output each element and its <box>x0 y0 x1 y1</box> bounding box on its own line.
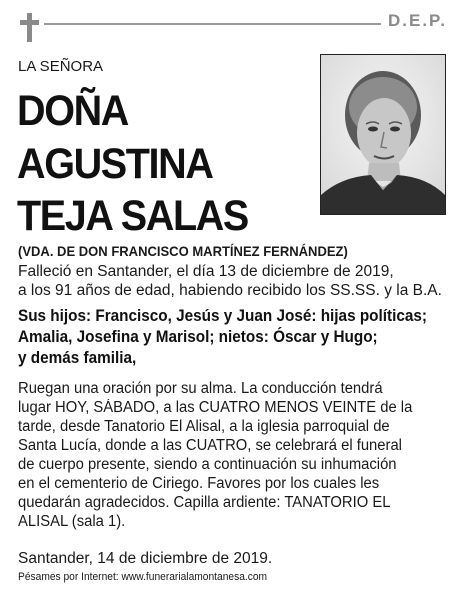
place-and-date: Santander, 14 de diciembre de 2019. <box>18 550 273 567</box>
arrangements-line: en el cementerio de Ciriego. Favores por los cuales les <box>18 475 380 492</box>
header-divider <box>44 23 381 25</box>
family-line: Sus hijos: Francisco, Jesús y Juan José: hijas políticas; <box>18 306 427 325</box>
arrangements-line: de cuerpo presente, siendo a continuación su inhumación <box>18 456 397 473</box>
title-prefix: LA SEÑORA <box>18 58 104 75</box>
death-details <box>18 262 448 300</box>
family-list <box>18 305 458 368</box>
arrangements-line: Santa Lucía, donde a las CUATRO, se celebrará el funeral <box>18 437 402 454</box>
arrangements-line: lugar HOY, SÁBADO, a las CUATRO MENOS VEINTE de la <box>18 399 413 416</box>
deceased-name-line: TEJA SALAS <box>17 192 248 240</box>
family-line: Amalia, Josefina y Marisol; nietos: Óscar y Hugo; <box>18 327 378 346</box>
funeral-arrangements <box>18 379 448 531</box>
arrangements-line: Ruegan una oración por su alma. La conducción tendrá <box>18 380 383 397</box>
deceased-name-line: DOÑA <box>17 87 128 135</box>
latin-cross-icon <box>20 13 39 42</box>
family-line: y demás familia, <box>18 348 137 367</box>
arrangements-line: quedarán agradecidos. Capilla ardiente: TANATORIO EL <box>18 494 391 511</box>
deceased-name-line: AGUSTINA <box>17 140 213 188</box>
widow-line: (VDA. DE DON FRANCISCO MARTÍNEZ FERNÁNDEZ) <box>18 243 348 259</box>
condolences-website: Pésames por Internet: www.funerarialamontanesa.com <box>18 571 268 583</box>
dep-label: D.E.P. <box>388 11 447 30</box>
portrait-photo <box>320 54 446 215</box>
death-details-line: a los 91 años de edad, habiendo recibido los SS.SS. y la B.A. <box>18 282 442 299</box>
arrangements-line: ALISAL (sala 1). <box>18 513 126 530</box>
arrangements-line: tarde, desde Tanatorio El Alisal, a la iglesia parroquial de <box>18 418 390 435</box>
death-details-line: Falleció en Santander, el día 13 de diciembre de 2019, <box>18 263 394 280</box>
